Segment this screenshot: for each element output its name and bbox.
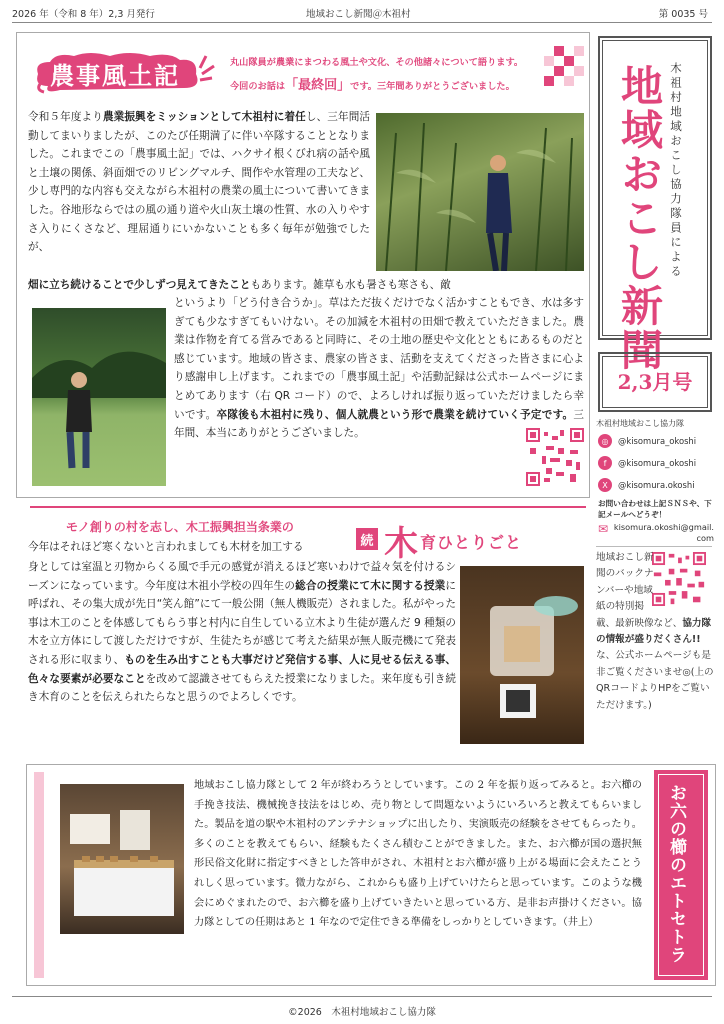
article3-left-bar <box>34 772 44 978</box>
issue-number: 第 0035 号 <box>658 9 708 20</box>
article3-body: 地域おこし協力隊として 2 年が終わろうとしています。この 2 年を振り返ってみると。お六櫛の手挽き技法、機械挽き技法をはじめ、売り物として問題ないようにいろいろと教えてもらいました。製品を道の駅や木祖村のアンテナショップに出したり、実演販売の経験をさせてもらったり。多くのことを教えてもらい、経験もたくさん積むことができました。また、お六櫛が国の選択無形民俗文化財に指定すべきとした答申がされ、木祖村とお六櫛が盛り上がる場面に会えたことうれしく思っています。微力ながら、これからも盛り上げていけたらと思っています。このような機会にめぐまれたので、お六櫛を盛り上げていきたいと思っている方、是非お声掛けください。協力隊としての任期はあと 1 年なので定住できる準備をしっかりとしていきます。（井上） <box>194 780 642 929</box>
sns-facebook[interactable] <box>598 452 714 474</box>
sns-handle[interactable]: @kisomura.okoshi <box>618 480 695 490</box>
paper-name: 地域おこし新聞＠木祖村 <box>306 9 411 20</box>
issue-date: 2026 年（令和 8 年）2,3 月発行 <box>12 9 155 20</box>
article1-title: 農事風土記 <box>50 62 180 90</box>
article2-title-rest: 育ひとりごと <box>420 533 523 552</box>
footer-rule <box>12 996 712 997</box>
sns-list <box>598 430 714 496</box>
article2-body-top <box>28 538 358 557</box>
article1-body-top-rest: し、三年間活動してまいりましたが、このたび任期満了に伴い卒隊することとなりました。これまでこの「農事風土記」では、ハクサイ根くびれ病の話や風と土壌の関係、斜面畑でのリビングマルチ、間作や水管理の工夫など、少し専門的な内容も交えながら木祖村の農業の風土について書いてきました。谷地形ならではの風の通り道や火山灰土壌の性質、水の入りやすさ入りにくさなど、理屈通りにいかないことも多く毎年が勉強でしたが、 <box>28 111 371 254</box>
article2-subtitle: モノ創りの村を志し、木工振興担当条業の <box>66 520 294 534</box>
article1-intro-b: 今回のお話は「最終回」です。三年間ありがとうございました。 <box>230 78 515 93</box>
article2-body-first: 今年はそれほど寒くないと言われましても木材を加工する <box>28 541 304 553</box>
kushi-booth-photo <box>60 784 184 934</box>
contact-rule <box>596 546 712 547</box>
article2-badge: 続 <box>356 528 378 550</box>
article1-body-bottom: というより「どう付き合うか」。草はただ抜くだけでなく活かすこともでき、水は多すぎても少なすぎてもいけない。その加減を木祖村の田畑で教えていただきました。農業は作物を育てる営みであると同時に、その土地の歴史や文化とともにあるものだと感じています。地域の皆さま、農家の皆さま、活動を支えてくださった皆さまに心より感謝申し上げます。これまでの「農事風土記」や活動記録は公式ホームページにまとめてあります（右 QR コード）ので、よろしければ振り返っていただけましたら幸いです。卒隊後も木祖村に残り、個人就農という形で農業を続けていく予定です。三年間、本当にありがとうございました。 <box>174 297 584 440</box>
team-name: 木祖村地域おこし協力隊 <box>596 419 684 428</box>
mail-icon: ✉ <box>598 522 609 536</box>
article2-body: 身としては室温と刃物からくる風で手元の感覚が消えるほど寒いわけで益々気を付けるシーズンになっています。今年度は木祖小学校の四年生の総合の授業にて木に関する授業に呼ばれ、その集大成が先日“笑ん館”にて一般公開（無人機販売）されました。私がやった事は木工のことを体感してもらう事と村内に自生している立木より生徒が選んだ 9 種類の木を立方体にして渡しただけですが、生徒たちが感じて考えた結果が無人販売機にて発表される形に収まり、ものを生み出すことも大事だけど発信する事、人に見せる伝える事、色々な要素が必要なことを改めて認識させてもらえた授業になりました。来年度も引き続き木育のことを伝えられたらなと思うのでよろしくです。 <box>28 561 457 704</box>
farmer-portrait-photo <box>32 308 166 486</box>
email-row[interactable] <box>598 522 714 544</box>
article1-intro-a: 丸山隊員が農業にまつわる風土や文化、その他諸々について語ります。 <box>230 57 524 68</box>
article2-rule <box>30 506 586 508</box>
header-rule <box>12 22 712 23</box>
side-promo-a: 地域おこし新聞のバックナンバーや地域紙の特別掲載、最新映像など、 <box>596 552 683 629</box>
side-promo-b: な、公式ホームページも是非ご覧くださいませ◎(上のQRコードよりHPをご覧いただけます。) <box>596 650 714 711</box>
footer-copyright: ©2026 木祖村地域おこし協力隊 <box>288 1007 436 1018</box>
sns-instagram[interactable] <box>598 430 714 452</box>
sns-handle[interactable]: @kisomura_okoshi <box>618 458 697 468</box>
masthead-byline: 木祖村地域おこし協力隊員による <box>669 62 683 280</box>
article2-body-cont: 身としては室温と刃物からくる風で手元の感覚が消えるほど寒いわけで益々気を付けるシーズンになっています。今年度は木祖小学校の四年生の <box>28 561 456 592</box>
side-promo-bold: 協力隊の情報が盛りだくさん!! <box>596 617 712 646</box>
checker-decoration <box>540 46 584 94</box>
masthead-title: 地域おこし新聞 <box>615 64 664 372</box>
month-label: 2,3月号 <box>617 370 693 394</box>
qr-spacer <box>654 550 714 612</box>
sns-handle[interactable]: @kisomura_okoshi <box>618 436 697 446</box>
contact-note: お問い合わせは上記ＳＮＳや、下記メールへどうぞ！ <box>598 499 712 519</box>
article3-title: お六の櫛のエトセトラ <box>666 784 686 964</box>
article1-qr-code[interactable] <box>526 428 584 486</box>
article1-body-top: 令和５年度より農業振興をミッションとして木祖村に着任し、三年間活動してまいりましたが、このたび任期満了に伴い卒隊することとなりました。これまでこの「農事風土記」では、ハクサイ根くびれ病の話や風と土壌の関係、斜面畑でのリビングマルチ、間作や水管理の工夫など、少し専門的な内容も交えながら木祖村の農業の風土について書いてきました。谷地形ならではの風の通り道や火山灰土壌の性質、水の入りやすさ入りにくさなど、理屈通りにいかないことも多く毎年が勉強でしたが、 <box>28 111 371 254</box>
instagram-icon: ◎ <box>598 434 612 448</box>
corn-field-photo <box>376 113 584 271</box>
article1-body-bottom-text: というより「どう付き合うか」。草はただ抜くだけでなく活かすこともでき、水は多すぎても少なすぎてもいけない。その加減を木祖村の田畑で教えていただきました。農業は作物を育てる営みであると同時に、その土地の歴史や文化とともにあるものだと感じています。地域の皆さま、農家の皆さま、活動を支えてくださった皆さまに心より感謝申し上げます。これまでの「農事風土記」や活動記録は公式ホームページにまとめてあります（右 QR コード）ので、よろしければ振り返っていただけましたら幸いです。 <box>174 297 584 421</box>
wood-cubes-photo <box>460 566 584 744</box>
sns-x[interactable] <box>598 474 714 496</box>
article1-body-mid: 畑に立ち続けることで少しずつ見えてきたこともあります。雑草も水も暑さも寒さも、敵 <box>28 279 451 291</box>
facebook-icon: f <box>598 456 612 470</box>
email-address[interactable]: kisomura.okoshi@gmail.com <box>613 522 714 543</box>
x-icon: X <box>598 478 612 492</box>
side-promo-head <box>596 550 648 612</box>
article2-title-ki: 木 <box>384 524 418 564</box>
